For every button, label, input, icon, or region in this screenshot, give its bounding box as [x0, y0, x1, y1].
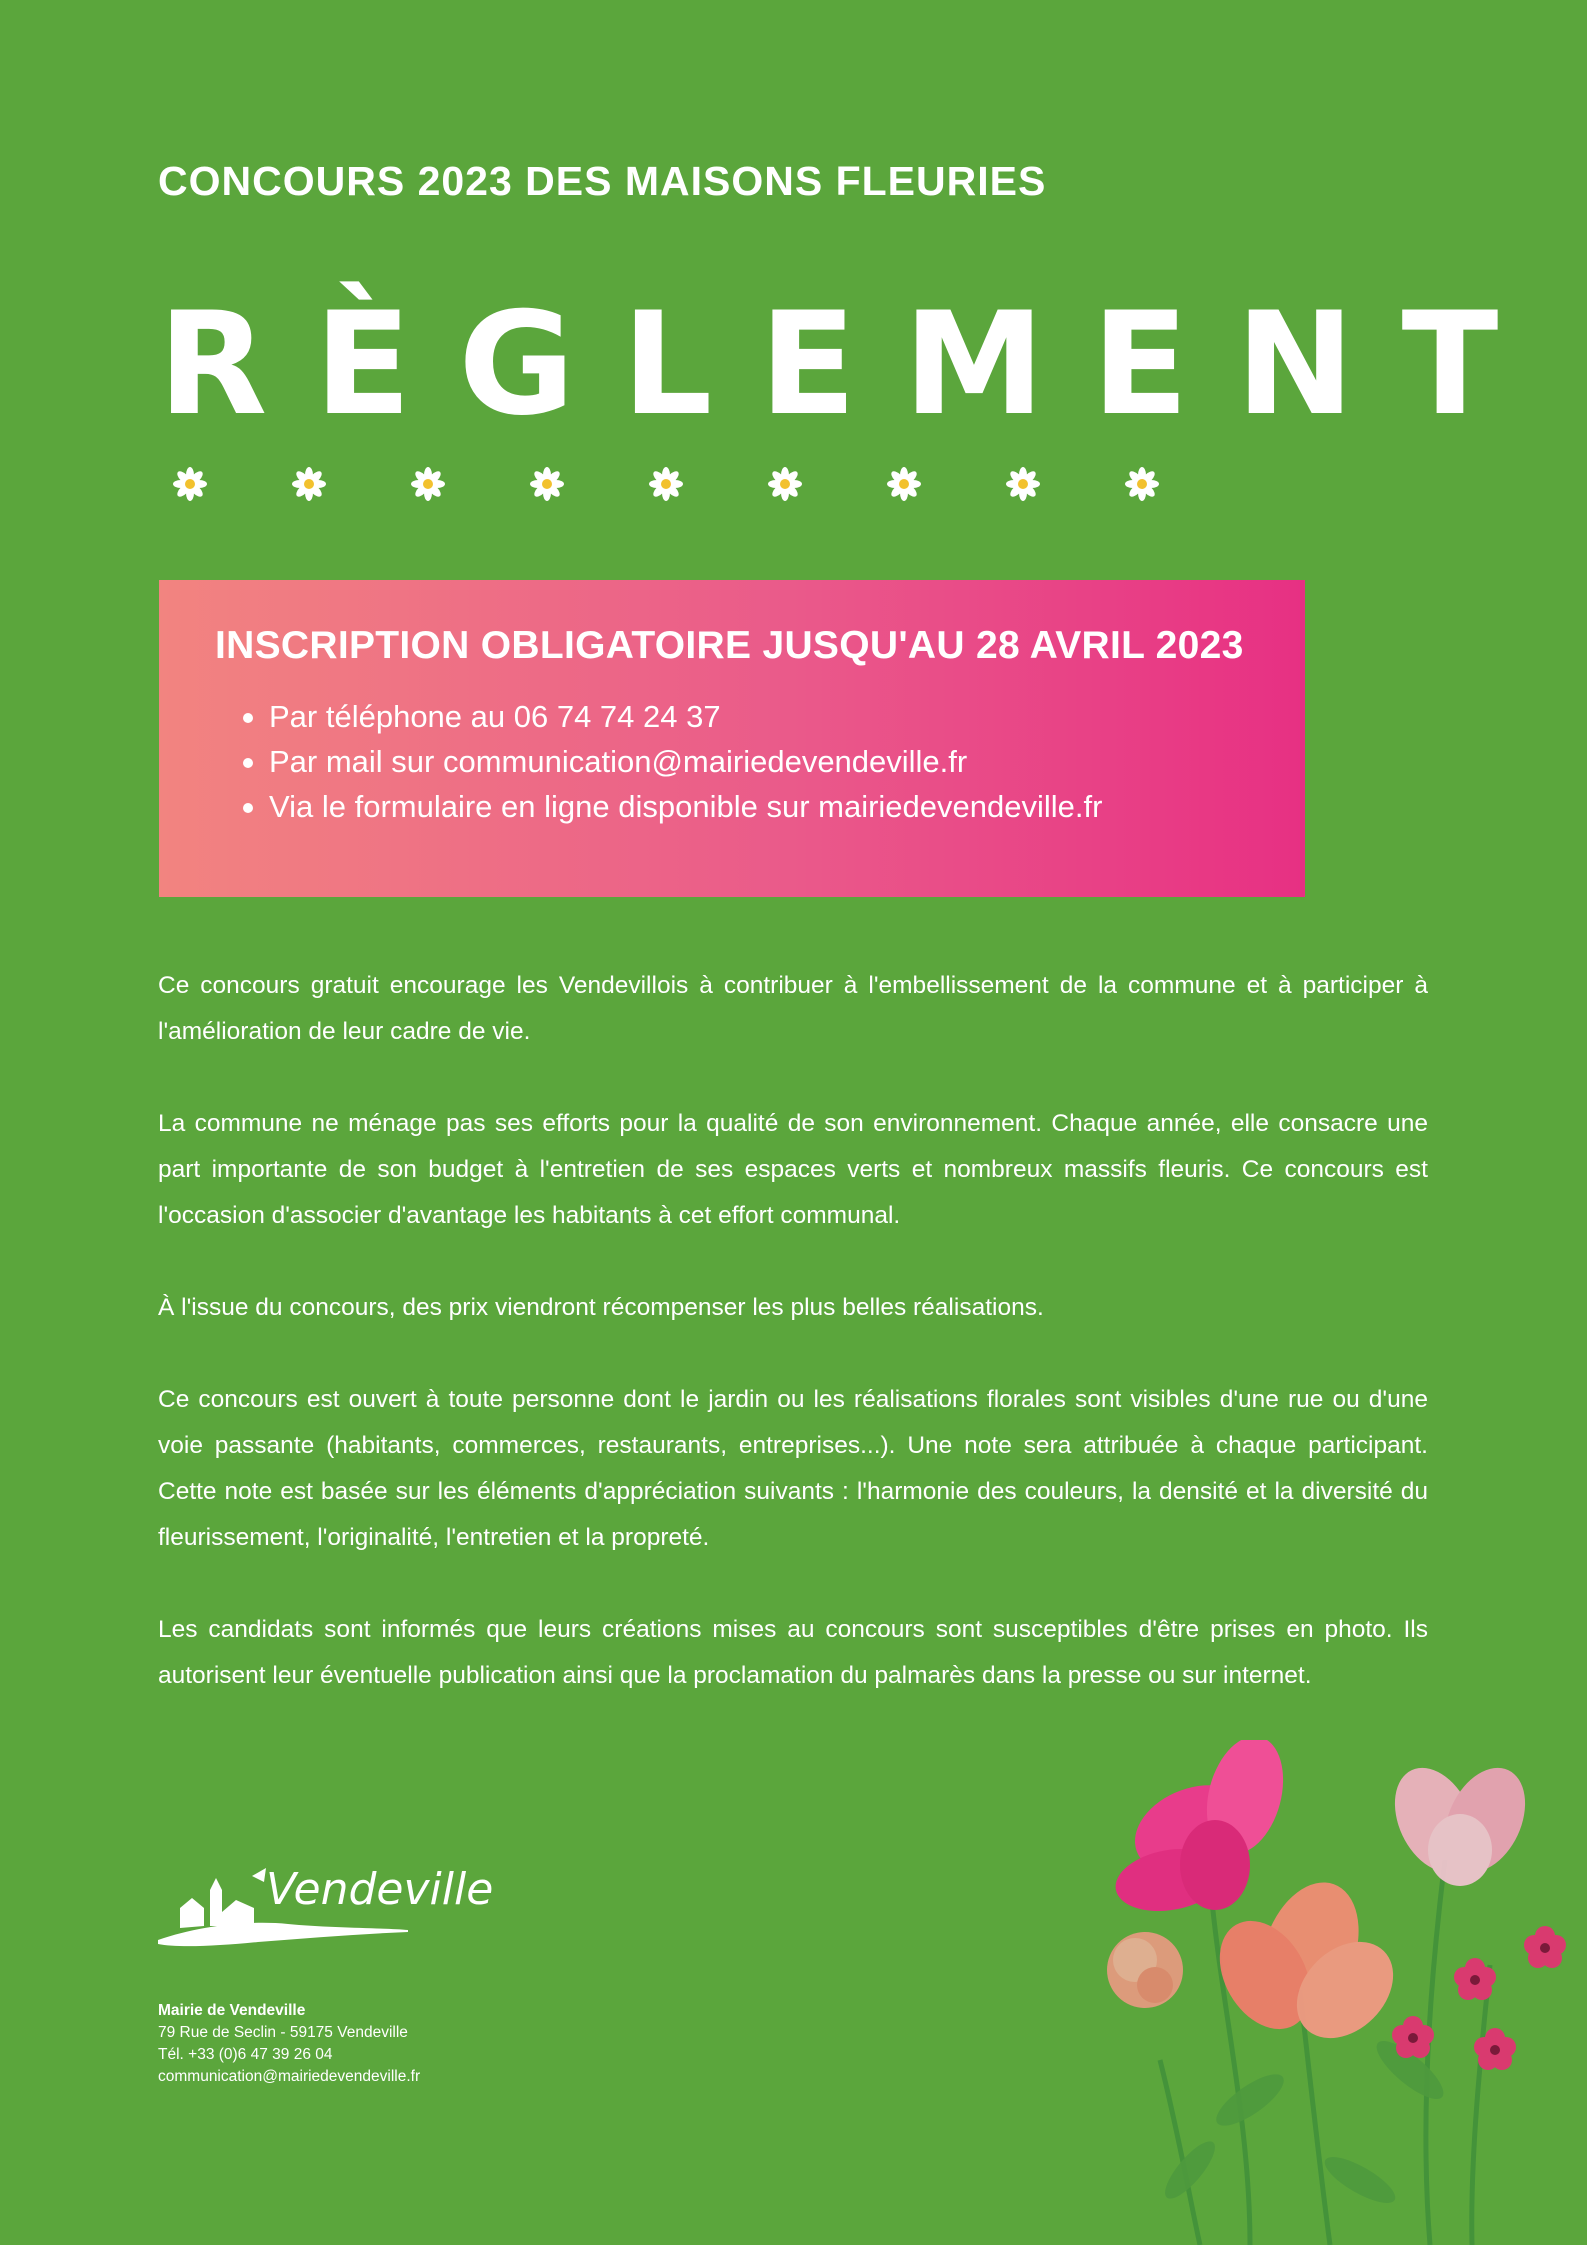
registration-banner: [159, 580, 1305, 897]
daisy-icon: [1124, 466, 1160, 502]
daisy-divider: [172, 466, 1162, 506]
vendeville-logo: [158, 1864, 494, 1948]
paragraph: Ce concours gratuit encourage les Vendevillois à contribuer à l'embellissement de la commune et à participer à l'amélioration de leur cadre de vie.: [158, 972, 1428, 1045]
paragraph: Les candidats sont informés que leurs créations mises au concours sont susceptibles d'être prises en photo. Ils autorisent leur éventuelle publication ainsi que la proclamation du palmarès dans la presse ou sur internet.: [158, 1616, 1428, 1689]
daisy-icon: [648, 466, 684, 502]
daisy-icon: [886, 466, 922, 502]
daisy-icon: [291, 466, 327, 502]
registration-item-phone: Par téléphone au 06 74 74 24 37: [269, 694, 1305, 739]
page-title: RÈGLEMENT: [158, 282, 1546, 447]
contact-name: Mairie de Vendeville: [158, 2002, 306, 2019]
daisy-icon: [529, 466, 565, 502]
rules-body: [158, 963, 1428, 1745]
daisy-icon: [172, 466, 208, 502]
registration-list: [215, 694, 1305, 829]
leaves: [1158, 2032, 1452, 2211]
registration-item-email: Par mail sur communication@mairiedevendeville.fr: [269, 739, 1305, 784]
logo-wordmark: Vendeville: [266, 1864, 494, 1915]
contact-address: 79 Rue de Seclin - 59175 Vendeville: [158, 2024, 408, 2041]
light-pink-flower-icon: [1379, 1755, 1541, 1886]
paragraph: Ce concours est ouvert à toute personne dont le jardin ou les réalisations florales sont visibles d'une rue ou d'une voie passante (habitants, commerces, restaurants, entreprises...). Une note sera attribuée à chaque participant. Cette note est basée sur les éléments d'appréciation suivants : l'harmonie des couleurs, la densité et la diversité du fleurissement, l'originalité, l'entretien et la propreté.: [158, 1386, 1428, 1551]
contact-block: [158, 2000, 420, 2088]
paragraph: La commune ne ménage pas ses efforts pour la qualité de son environnement. Chaque année, elle consacre une part importante de son budget à l'entretien de ses espaces verts et nombreux massifs fleuris. Ce concours est l'occasion d'associer d'avantage les habitants à cet effort communal.: [158, 1110, 1428, 1229]
daisy-icon: [1005, 466, 1041, 502]
flowers-illustration: [1100, 1740, 1587, 2245]
daisy-icon: [767, 466, 803, 502]
small-pink-flowers-icon: [1392, 1926, 1566, 2070]
paragraph: À l'issue du concours, des prix viendront récompenser les plus belles réalisations.: [158, 1294, 1044, 1321]
pink-flower-icon: [1111, 1740, 1296, 1919]
daisy-icon: [410, 466, 446, 502]
registration-heading: INSCRIPTION OBLIGATOIRE JUSQU'AU 28 AVRIL 2023: [215, 624, 1244, 667]
contact-email: communication@mairiedevendeville.fr: [158, 2068, 421, 2085]
contact-phone: Tél. +33 (0)6 47 39 26 04: [158, 2046, 333, 2063]
registration-item-online: Via le formulaire en ligne disponible sur mairiedevendeville.fr: [269, 784, 1305, 829]
peony-icon: [1107, 1932, 1183, 2008]
page-kicker: CONCOURS 2023 DES MAISONS FLEURIES: [158, 158, 1047, 204]
